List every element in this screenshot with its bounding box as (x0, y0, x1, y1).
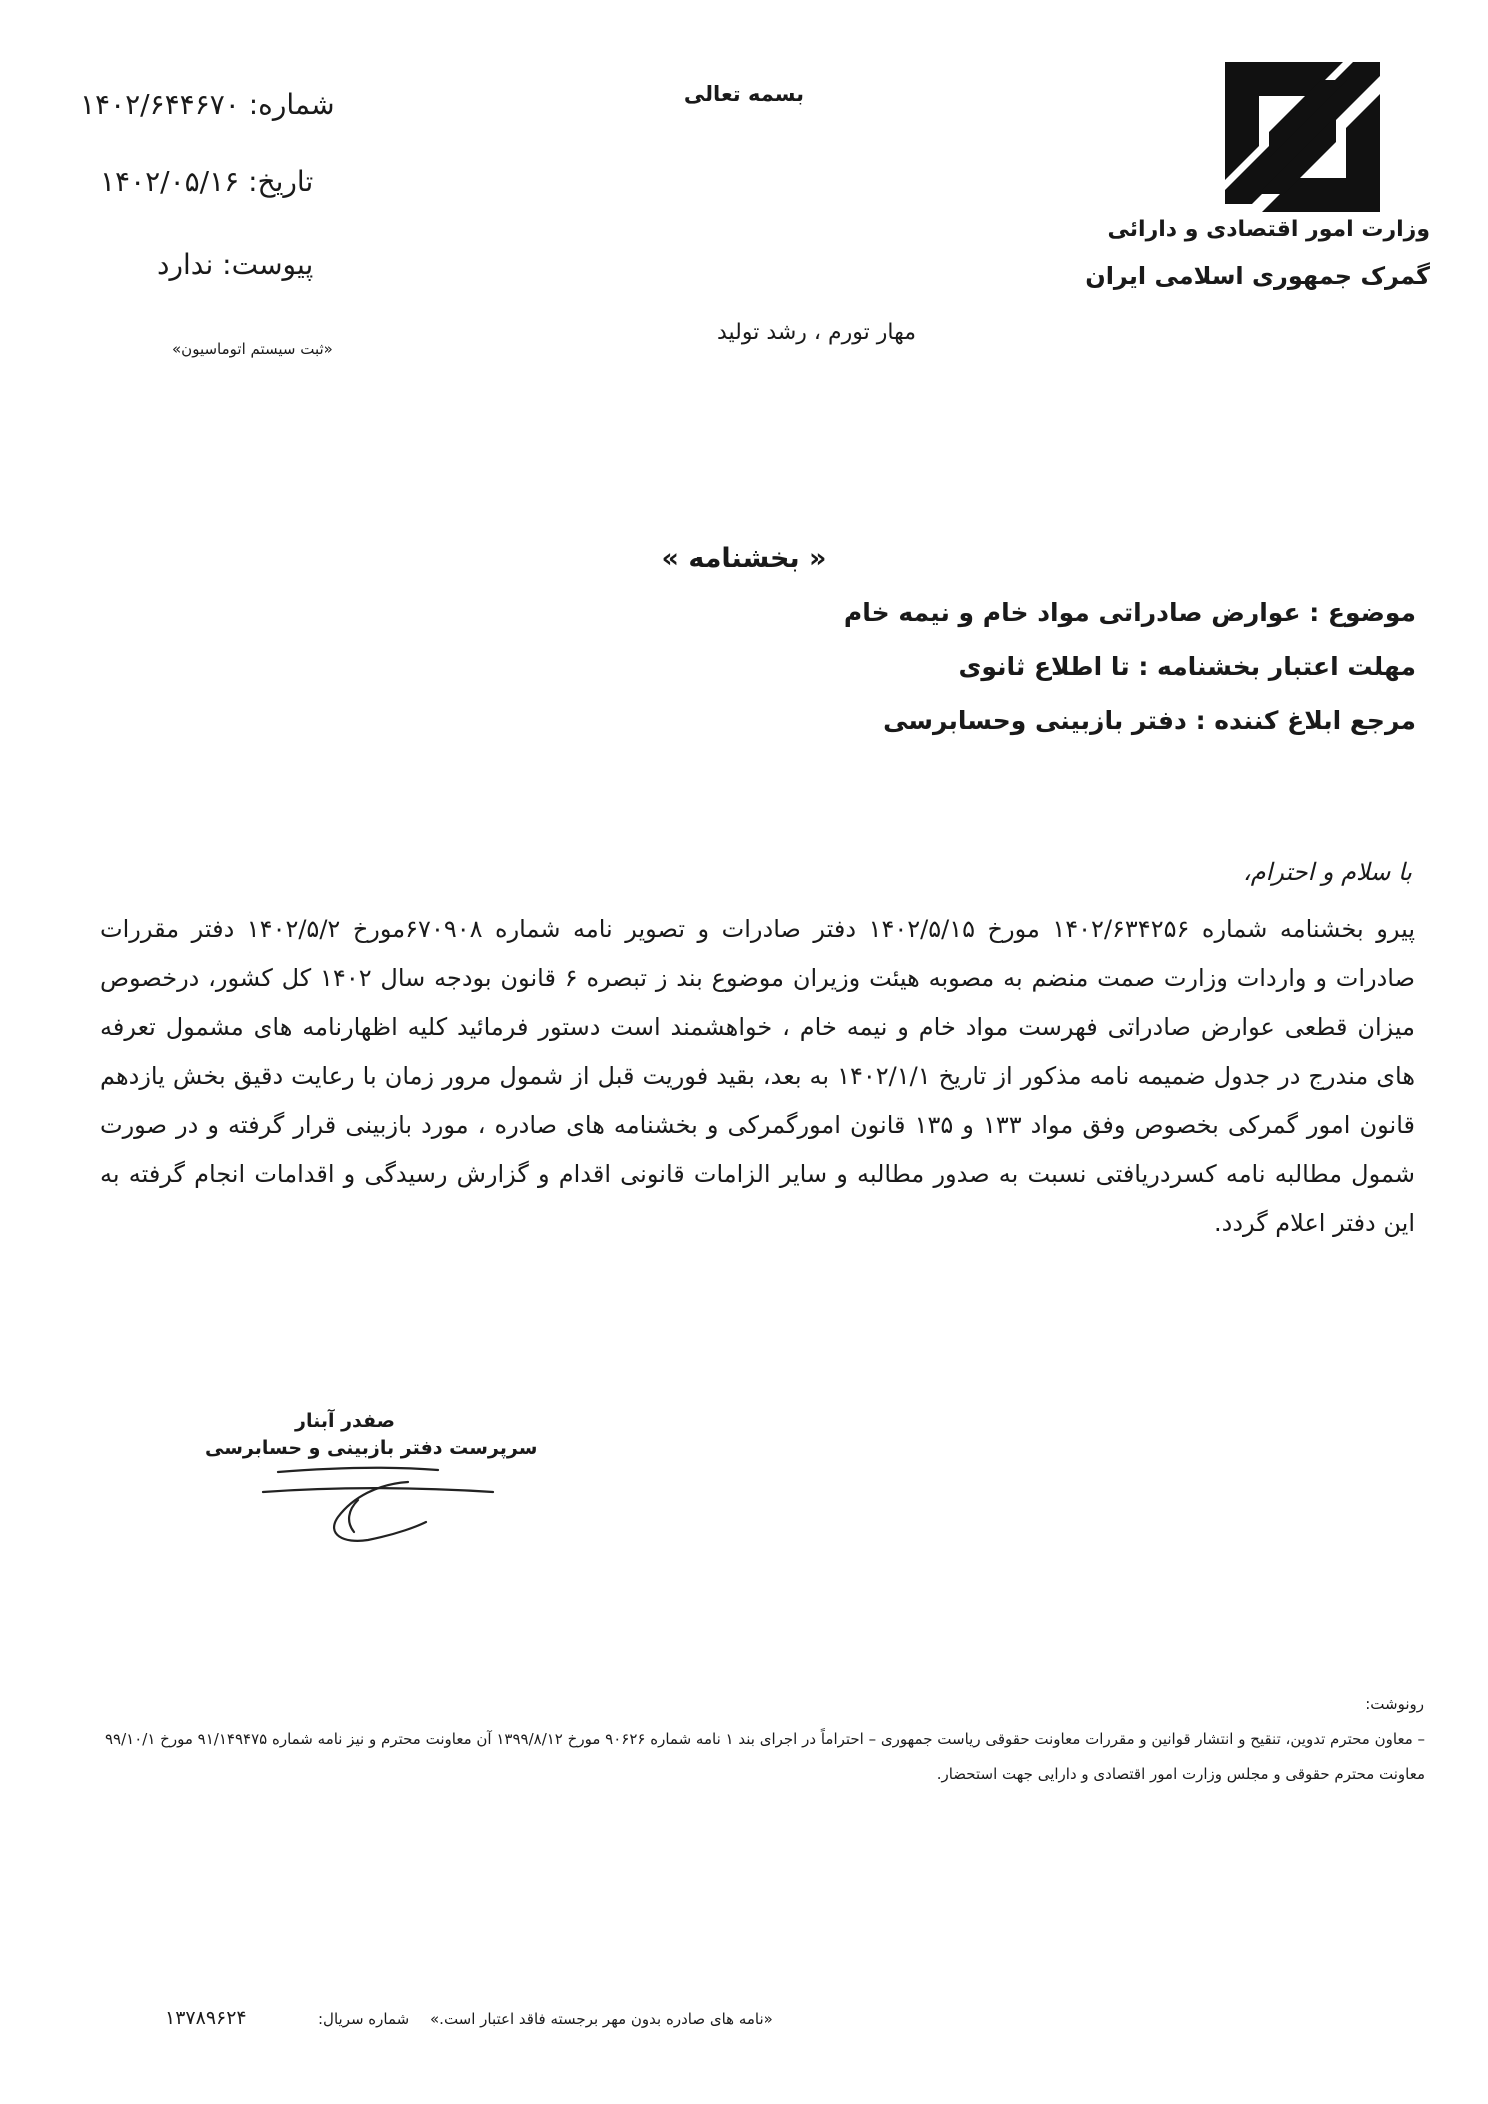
cc-text: – معاون محترم تدوین، تنقیح و انتشار قوانین و مقررات معاونت حقوقی ریاست جمهوری – احتراماً در اجرای بند ۱ نامه شماره ۹۰۶۲۶ مورخ ۱۳۹۹/۸/۱۲ آن معاونت محترم و نیز نامه شماره ۹۱/۱۴۹۴۷۵ مورخ ۹۹/۱۰/۱ معاونت محترم حقوقی و مجلس وزارت امور اقتصادی و دارایی جهت استحضار. (105, 1730, 1426, 1783)
circular-title: « بخشنامه » (661, 543, 827, 574)
serial-label: شماره سریال: (318, 2010, 410, 2028)
subject-line: موضوع : عوارض صادراتی مواد خام و نیمه خام (843, 598, 1416, 627)
attachment-value: ندارد (157, 248, 214, 281)
attachment-label: پیوست: (222, 248, 314, 281)
letter-number (80, 88, 335, 121)
number-value: ۱۴۰۲/۶۴۴۶۷۰ (80, 88, 240, 121)
automation-registration-note: «ثبت سیستم اتوماسیون» (172, 340, 333, 358)
number-label: شماره: (248, 88, 335, 121)
body-paragraph: پیرو بخشنامه شماره ۱۴۰۲/۶۳۴۲۵۶ مورخ ۱۴۰۲/۵/۱۵ دفتر صادرات و تصویر نامه شماره ۶۷۰۹۰۸مورخ ۱۴۰۲/۵/۲ دفتر مقررات صادرات و واردات وزارت صمت منضم به مصوبه هیئت وزیران موضوع بند ز تبصره ۶ قانون بودجه سال ۱۴۰۲ کل کشور، درخصوص میزان قطعی عوارض صادراتی فهرست مواد خام و نیمه خام ، خواهشمند است دستور فرمائید کلیه اظهارنامه های مشمول تعرفه های مندرج در جدول ضمیمه نامه مذکور از تاریخ ۱۴۰۲/۱/۱ به بعد، بقید فوریت قبل از شمول مرور زمان با رعایت دقیق بخش یازدهم قانون امور گمرکی بخصوص وفق مواد ۱۳۳ و ۱۳۵ قانون امورگمرکی و بخشنامه های صادره ، مورد بازبینی قرار گرفته و در صورت شمول مطالبه نامه کسردریافتی نسبت به صدور مطالبه و سایر الزامات قانونی اقدام و گزارش رسیدگی و اقدامات انجام گرفته به این دفتر اعلام گردد. (100, 915, 1416, 1237)
reference-line: مرجع ابلاغ کننده : دفتر بازبینی وحسابرسی (883, 706, 1416, 735)
cc-label: رونوشت: (1365, 1695, 1424, 1713)
signatory-name: صفدر آبنار (295, 1410, 396, 1432)
letter-date (100, 165, 313, 198)
handwritten-signature (258, 1462, 498, 1557)
slogan: مهار تورم ، رشد تولید (716, 320, 916, 345)
validity-line: مهلت اعتبار بخشنامه : تا اطلاع ثانوی (958, 652, 1416, 681)
serial-number: ۱۳۷۸۹۶۲۴ (165, 2007, 247, 2029)
signatory-title: سرپرست دفتر بازبینی و حسابرسی (205, 1437, 538, 1459)
ministry-name: وزارت امور اقتصادی و دارائی (1107, 217, 1430, 242)
date-label: تاریخ: (248, 165, 314, 198)
greeting: با سلام و احترام، (1242, 858, 1412, 886)
invocation: بسمه تعالی (683, 82, 805, 106)
validity-footer-note: «نامه های صادره بدون مهر برجسته فاقد اعتبار است.» (430, 2010, 773, 2028)
letter-attachment (157, 248, 313, 281)
customs-name: گمرک جمهوری اسلامی ایران (1085, 262, 1430, 290)
date-value: ۱۴۰۲/۰۵/۱۶ (100, 165, 240, 198)
